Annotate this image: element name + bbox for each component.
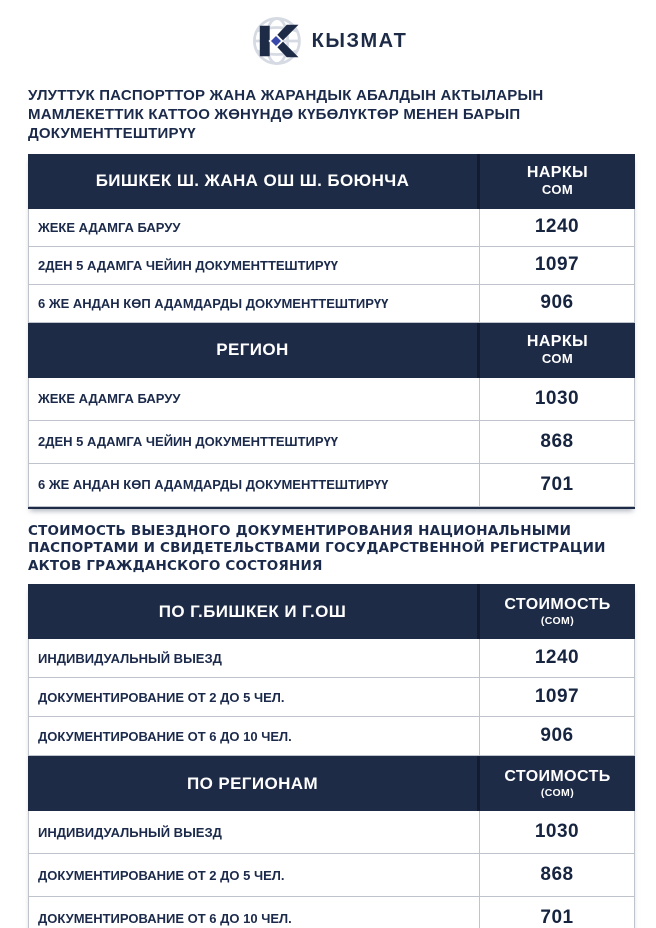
row-label: ИНДИВИДУАЛЬНЫЙ ВЫЕЗД	[29, 811, 480, 853]
row-label: 6 ЖЕ АНДАН КӨП АДАМДАРДЫ ДОКУМЕНТТЕШТИРҮҮ	[29, 285, 480, 322]
price-table-russian	[28, 584, 635, 928]
row-price: 1097	[534, 686, 580, 707]
price-column-header	[480, 756, 635, 811]
section-header-bishkek-osh-ru	[28, 584, 635, 639]
row-price: 701	[540, 907, 574, 928]
brand-name: КЫЗМАТ	[311, 29, 408, 52]
section-rows	[28, 639, 635, 756]
row-price: 906	[540, 725, 574, 746]
globe-k-logo-icon	[249, 14, 303, 68]
row-price: 1030	[534, 387, 580, 409]
table-row	[28, 678, 635, 717]
section-header-bishkek-osh-kg	[28, 154, 635, 209]
price-header-line2: СОМ	[541, 181, 574, 197]
row-label: 2ДЕН 5 АДАМГА ЧЕЙИН ДОКУМЕНТТЕШТИРҮҮ	[29, 247, 480, 284]
section-title: ПО Г.БИШКЕК И Г.ОШ	[28, 584, 480, 639]
price-header-line1: СТОИМОСТЬ	[504, 768, 611, 786]
table-row	[28, 897, 635, 928]
row-label: ДОКУМЕНТИРОВАНИЕ ОТ 6 ДО 10 ЧЕЛ.	[29, 717, 480, 755]
price-column-header	[480, 584, 635, 639]
row-label: 2ДЕН 5 АДАМГА ЧЕЙИН ДОКУМЕНТТЕШТИРҮҮ	[29, 421, 480, 463]
price-header-line1: НАРКЫ	[526, 333, 589, 351]
price-header-line1: НАРКЫ	[526, 164, 589, 182]
table-row	[28, 378, 635, 421]
price-table-kyrgyz	[28, 154, 635, 509]
row-label: ДОКУМЕНТИРОВАНИЕ ОТ 2 ДО 5 ЧЕЛ.	[29, 854, 480, 896]
row-label: ЖЕКЕ АДАМГА БАРУУ	[29, 209, 480, 246]
price-column-header	[480, 323, 635, 378]
table-row	[28, 421, 635, 464]
price-header-line2: (СОМ)	[540, 786, 575, 799]
row-label: ЖЕКЕ АДАМГА БАРУУ	[29, 378, 480, 420]
row-price: 906	[540, 292, 574, 314]
section-rows	[28, 378, 635, 507]
logo	[0, 0, 656, 69]
row-label: ИНДИВИДУАЛЬНЫЙ ВЫЕЗД	[29, 639, 480, 677]
table-row	[28, 209, 635, 247]
heading-russian: СТОИМОСТЬ ВЫЕЗДНОГО ДОКУМЕНТИРОВАНИЯ НАЦИОНАЛЬНЫМИ ПАСПОРТАМИ И СВИДЕТЕЛЬСТВАМИ ГОСУДАРСТВЕННОЙ РЕГИСТРАЦИИ АКТОВ ГРАЖДАНСКОГО СОСТОЯНИЯ	[28, 522, 606, 575]
row-price: 1240	[534, 216, 580, 238]
price-header-line2: СОМ	[541, 350, 574, 366]
table-row	[28, 464, 635, 507]
section-title: ПО РЕГИОНАМ	[28, 756, 480, 811]
table-row	[28, 811, 635, 854]
row-price: 701	[540, 473, 574, 495]
price-column-header	[480, 154, 635, 209]
price-header-line2: (СОМ)	[540, 614, 575, 627]
table-row	[28, 285, 635, 323]
section-rows	[28, 811, 635, 928]
row-price: 868	[540, 864, 574, 885]
section-header-region-ru	[28, 756, 635, 811]
table-row	[28, 639, 635, 678]
section-title: БИШКЕК Ш. ЖАНА ОШ Ш. БОЮНЧА	[28, 154, 480, 209]
price-header-line1: СТОИМОСТЬ	[504, 596, 611, 614]
table-row	[28, 247, 635, 285]
section-title: РЕГИОН	[28, 323, 480, 378]
table-row	[28, 854, 635, 897]
row-label: ДОКУМЕНТИРОВАНИЕ ОТ 6 ДО 10 ЧЕЛ.	[29, 897, 480, 928]
row-label: 6 ЖЕ АНДАН КӨП АДАМДАРДЫ ДОКУМЕНТТЕШТИРҮҮ	[29, 464, 480, 506]
row-price: 868	[540, 430, 574, 452]
heading-kyrgyz: УЛУТТУК ПАСПОРТТОР ЖАНА ЖАРАНДЫК АБАЛДЫН АКТЫЛАРЫН МАМЛЕКЕТТИК КАТТОО ЖӨНҮНДӨ КҮБӨЛҮКТӨР МЕНЕН БАРЫП ДОКУМЕНТТЕШТИРҮҮ	[28, 87, 544, 143]
row-price: 1030	[534, 821, 580, 842]
row-price: 1097	[534, 254, 580, 276]
row-label: ДОКУМЕНТИРОВАНИЕ ОТ 2 ДО 5 ЧЕЛ.	[29, 678, 480, 716]
table-row	[28, 717, 635, 756]
section-rows	[28, 209, 635, 323]
section-header-region-kg	[28, 323, 635, 378]
row-price: 1240	[534, 647, 580, 668]
